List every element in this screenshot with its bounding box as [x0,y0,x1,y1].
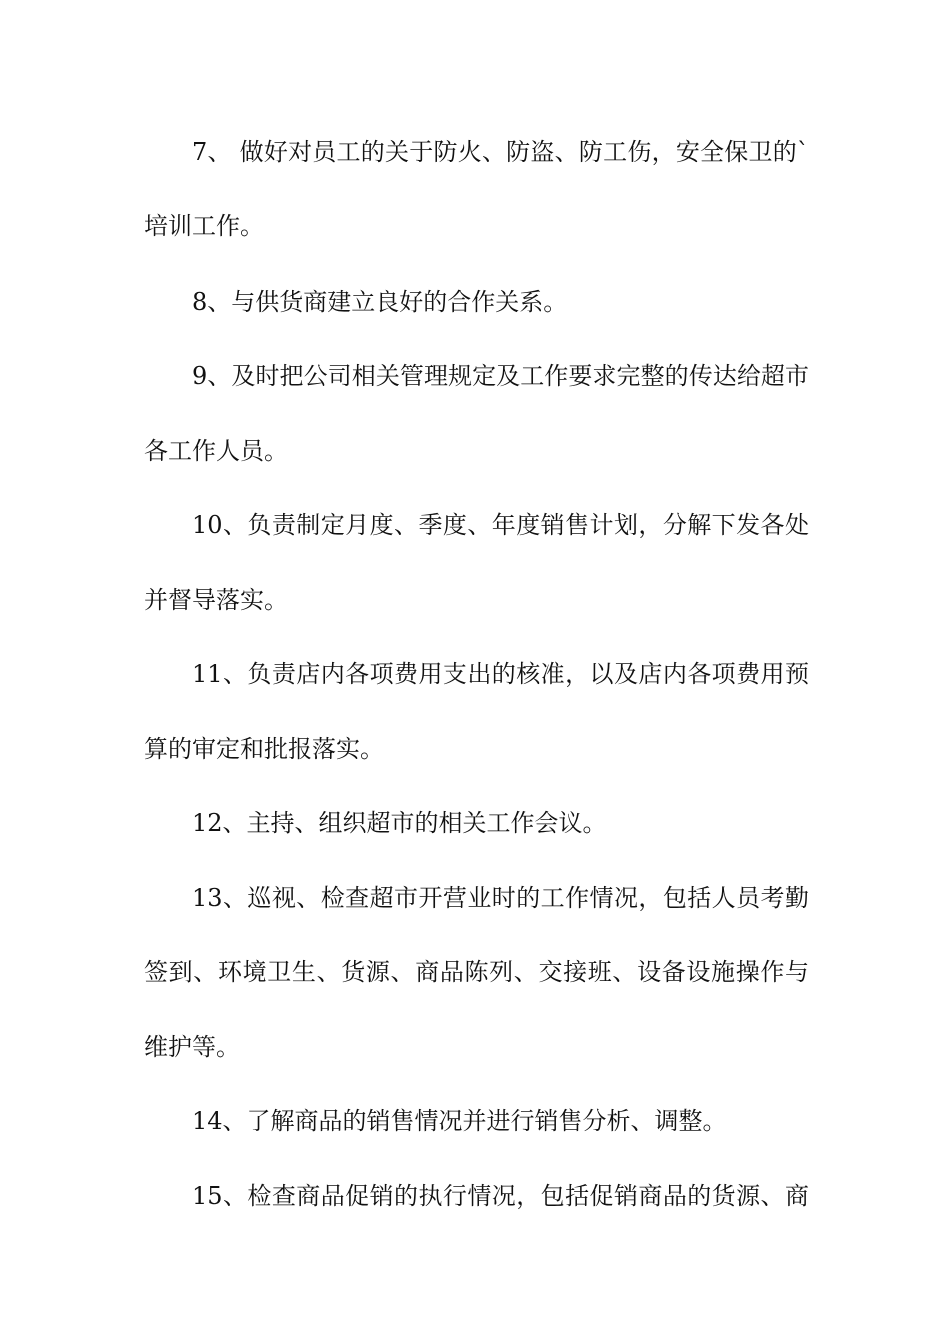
item-11-line-2: 算的审定和批报落实。 [144,735,384,763]
item-13-line-1: 13、巡视、检查超市开营业时的工作情况，包括人员考勤 [192,884,809,912]
item-10-line-2: 并督导落实。 [144,586,288,614]
item-13-line-2: 签到、环境卫生、货源、商品陈列、交接班、设备设施操作与 [144,958,809,986]
item-15-line-1: 15、检查商品促销的执行情况，包括促销商品的货源、商 [192,1182,809,1210]
item-8-line-1: 8、与供货商建立良好的合作关系。 [192,288,568,316]
item-11-line-1: 11、负责店内各项费用支出的核准，以及店内各项费用预 [192,660,809,688]
item-10-line-1: 10、负责制定月度、季度、年度销售计划，分解下发各处 [192,511,809,539]
item-7-line-1: 7、 做好对员工的关于防火、防盗、防工伤，安全保卫的` [192,138,809,166]
item-14-line-1: 14、了解商品的销售情况并进行销售分析、调整。 [192,1107,727,1135]
item-9-line-1: 9、及时把公司相关管理规定及工作要求完整的传达给超市 [192,362,809,390]
item-9-line-2: 各工作人员。 [144,437,288,465]
item-7-line-2: 培训工作。 [144,212,264,240]
item-13-line-3: 维护等。 [144,1033,240,1061]
item-12-line-1: 12、主持、组织超市的相关工作会议。 [192,809,607,837]
